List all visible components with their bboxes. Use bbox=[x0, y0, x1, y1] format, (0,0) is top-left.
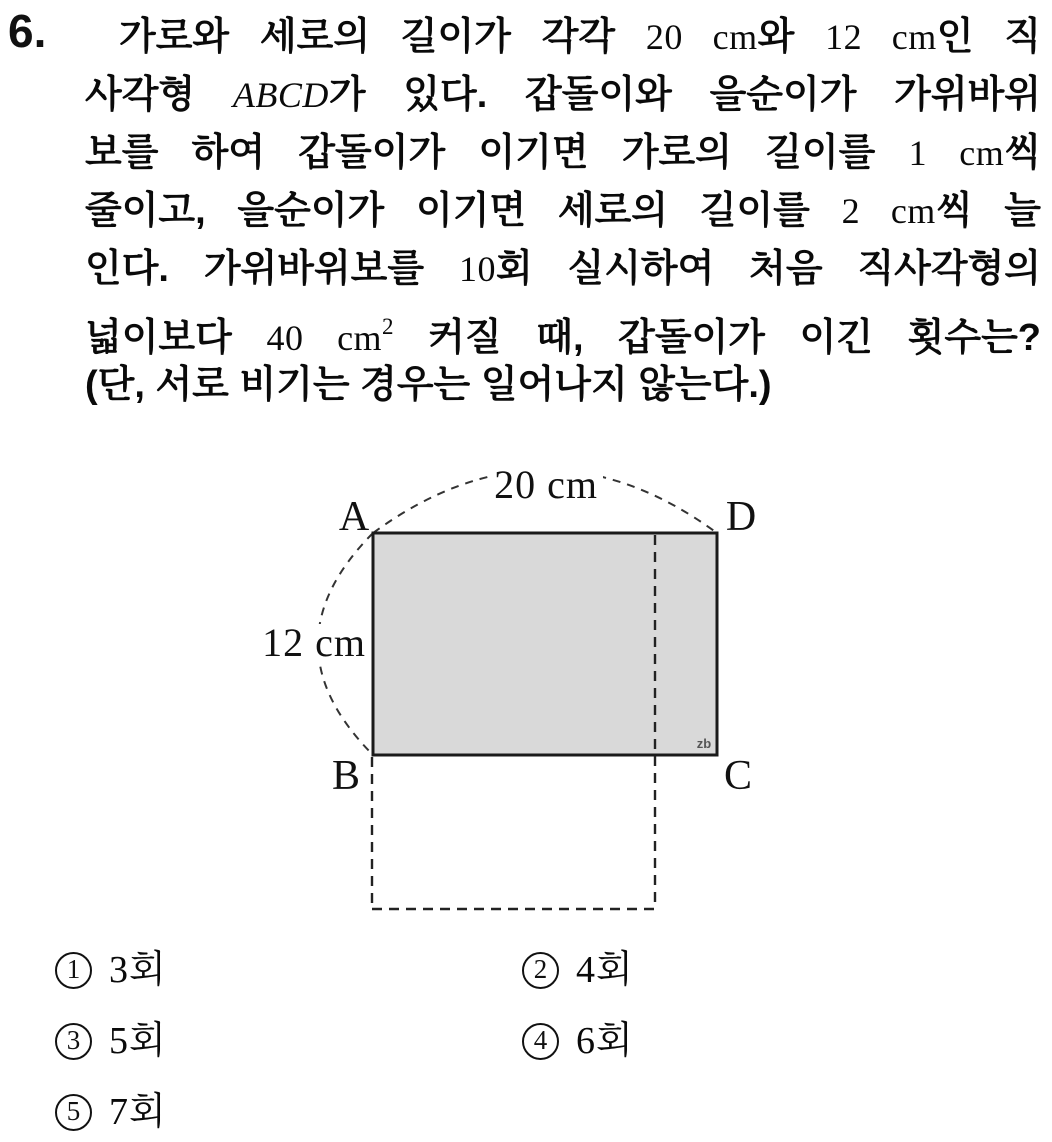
text-segment: 20 cm bbox=[645, 17, 758, 57]
choice-option-2 bbox=[522, 951, 634, 989]
vertex-a-label: A bbox=[338, 494, 370, 540]
text-segment: 40 cm bbox=[266, 318, 383, 358]
text-segment: 1 cm bbox=[908, 133, 1005, 173]
choice-option-3 bbox=[55, 1022, 167, 1060]
circled-number: 5 bbox=[55, 1094, 92, 1131]
text-segment: 인다. 가위바위보를 bbox=[85, 248, 459, 290]
text-segment: ABCD bbox=[232, 75, 329, 115]
text-segment: 커질 때, 갑돌이가 이긴 횟수는? bbox=[393, 317, 1042, 359]
choice-label: 7회 bbox=[109, 1091, 167, 1133]
text-segment: 와 bbox=[757, 16, 826, 58]
rectangle-abcd bbox=[373, 533, 717, 755]
vertex-b-label: B bbox=[331, 753, 361, 799]
text-segment: 회 실시하여 처음 직사각형의 bbox=[495, 248, 1041, 290]
text-segment: 2 cm bbox=[841, 191, 936, 231]
choice-option-1 bbox=[55, 951, 167, 989]
text-segment: 사각형 bbox=[85, 74, 233, 116]
question-line bbox=[85, 240, 1041, 298]
choice-option-5 bbox=[55, 1093, 167, 1131]
choice-label: 3회 bbox=[109, 949, 167, 991]
vertex-c-label: C bbox=[723, 753, 753, 799]
question-line bbox=[85, 182, 1041, 240]
circled-number: 2 bbox=[522, 952, 559, 989]
circled-number: 3 bbox=[55, 1023, 92, 1060]
text-segment: 넓이보다 bbox=[85, 317, 267, 359]
question-line bbox=[85, 124, 1041, 182]
question-line bbox=[85, 8, 1041, 66]
rectangle-diagram bbox=[0, 440, 1052, 940]
text-segment: (단, 서로 비기는 경우는 일어나지 않는다.) bbox=[85, 364, 772, 406]
watermark-text: zb bbox=[696, 736, 712, 751]
text-segment: 씩 늘 bbox=[935, 190, 1041, 232]
choice-label: 4회 bbox=[576, 949, 634, 991]
vertex-d-label: D bbox=[725, 494, 757, 540]
text-segment: 줄이고, 을순이가 이기면 세로의 길이를 bbox=[85, 190, 842, 232]
width-dimension-label: 20 cm bbox=[494, 462, 598, 507]
text-segment: 12 cm bbox=[825, 17, 937, 57]
text-segment: 씩 bbox=[1004, 132, 1041, 174]
choice-label: 6회 bbox=[576, 1020, 634, 1062]
choice-label: 5회 bbox=[109, 1020, 167, 1062]
question-text bbox=[85, 8, 1041, 414]
text-segment: 보를 하여 갑돌이가 이기면 가로의 길이를 bbox=[85, 132, 909, 174]
height-dimension-label: 12 cm bbox=[262, 620, 366, 665]
text-segment: 인 직 bbox=[936, 16, 1041, 58]
circled-number: 4 bbox=[522, 1023, 559, 1060]
text-segment: 10 bbox=[458, 249, 496, 289]
question-line bbox=[85, 66, 1041, 124]
question-line bbox=[85, 298, 1042, 359]
text-segment: 가로와 세로의 길이가 각각 bbox=[119, 16, 646, 58]
circled-number: 1 bbox=[55, 952, 92, 989]
choice-option-4 bbox=[522, 1022, 634, 1060]
text-segment: 2 bbox=[382, 314, 394, 339]
question-line bbox=[85, 356, 1041, 414]
question-number: 6. bbox=[8, 5, 47, 57]
text-segment: 가 있다. 갑돌이와 을순이가 가위바위 bbox=[328, 74, 1041, 116]
